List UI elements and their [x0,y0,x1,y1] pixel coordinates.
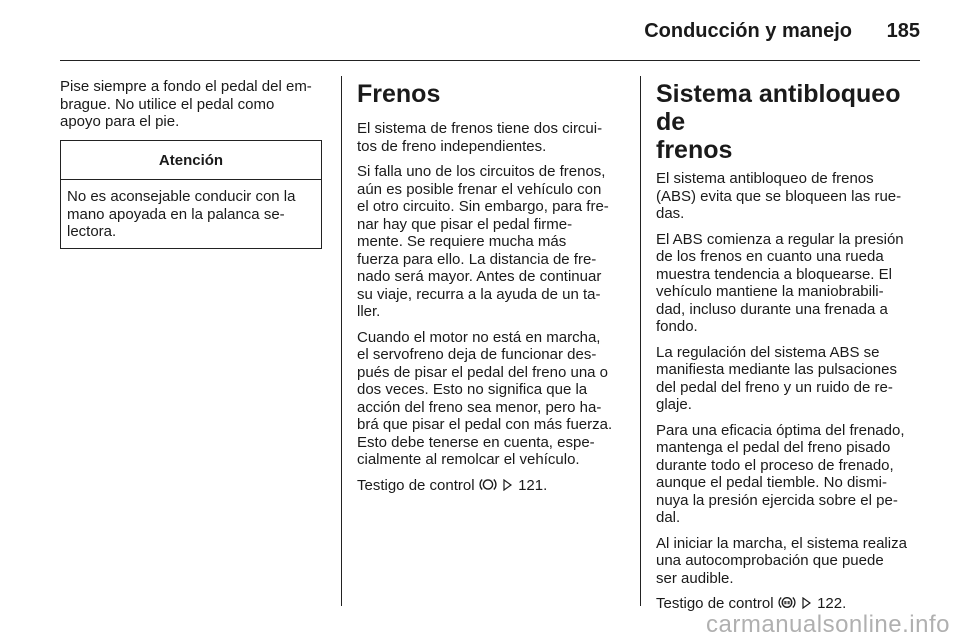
page-header [0,0,960,62]
text-line: das. [656,205,685,222]
text-line: una autocomprobación que puede [656,552,884,569]
text-line: dal. [656,509,681,526]
text-line: Si falla uno de los circuitos de frenos, [357,163,606,180]
page-reference[interactable]: 121. [518,476,548,494]
text-line: brá que pisar el pedal con más fuerza. [357,416,613,433]
column-3 [656,78,922,623]
text-line: El sistema de frenos tiene dos circui- [357,120,603,137]
brake-warning-icon [479,477,497,497]
control-label: Testigo de control [357,476,475,494]
text-line: brague. No utilice el pedal como [60,95,275,113]
text-line: su viaje, recurra a la ayuda de un ta- [357,285,601,303]
paragraph [656,344,922,414]
paragraph [656,170,922,223]
paragraph [357,329,623,469]
text-line: nuya la presión ejercida sobre el pe- [656,491,898,509]
text-line: dad, incluso durante una frenada a [656,300,888,318]
text-line: Cuando el motor no está en marcha, [357,328,601,346]
column-divider-2 [640,76,641,606]
text-line: nado será mayor. Antes de continuar [357,268,602,285]
text-line: el servofreno deja de funcionar des- [357,346,597,363]
text-line: apoyo para el pie. [60,113,180,130]
text-line: durante todo el proceso de frenado, [656,456,894,474]
text-line: No es aconsejable conducir con la [67,188,296,205]
column-2 [357,78,623,504]
text-line: manifiesta mediante las pulsaciones [656,361,897,378]
watermark: carmanualsonline.info [706,611,950,638]
page-number: 185 [886,20,920,42]
text-line: mente. Se requiere mucha más [357,233,567,250]
text-line: ller. [357,303,381,320]
text-line: aunque el pedal tiemble. No dismi- [656,474,887,491]
text-line: mano apoyada en la palanca se- [67,205,285,223]
title-line: frenos [656,136,733,164]
attention-box [60,140,322,249]
attention-body [61,180,321,248]
page-reference-arrow-icon [503,478,512,496]
text-line: de los frenos en cuanto una rueda [656,248,884,265]
section-title-frenos: Frenos [357,80,441,108]
text-line: pués de pisar el pedal del freno una o [357,363,609,381]
text-line: del pedal del freno y un ruido de re- [656,378,893,396]
column-1 [60,78,322,249]
text-line: vehículo mantiene la maniobrabili- [656,283,884,300]
text-line: lectora. [67,223,117,240]
section-title-abs [656,80,922,164]
header-title: Conducción y manejo [644,20,852,42]
text-line: el otro circuito. Sin embargo, para fre- [357,198,609,215]
text-line: Esto debe tenerse en cuenta, espe- [357,433,595,451]
text-line: Pise siempre a fondo el pedal del em- [60,78,312,95]
column-divider-1 [341,76,342,606]
text-line: fondo. [656,318,698,335]
header-rule [60,60,920,61]
text-line: aún es posible frenar el vehículo con [357,180,602,198]
intro-paragraph [60,78,322,131]
attention-title: Atención [61,141,321,181]
text-line: cialmente al remolcar el vehículo. [357,451,580,468]
text-line: La regulación del sistema ABS se [656,343,880,361]
text-line: acción del freno sea menor, pero ha- [357,398,602,416]
paragraph [357,163,623,321]
control-reference [357,477,623,497]
text-line: tos de freno independientes. [357,137,547,155]
text-line: fuerza para ello. La distancia de fre- [357,250,597,268]
text-line: muestra tendencia a bloquearse. El [656,265,892,283]
paragraph [357,120,623,155]
page-reference[interactable]: 122. [817,595,847,612]
text-line: (ABS) evita que se bloqueen las rue- [656,187,902,205]
text-line: glaje. [656,396,692,413]
text-line: Para una eficacia óptima del frenado, [656,421,905,439]
paragraph [656,231,922,336]
text-line: dos veces. Esto no significa que la [357,381,588,398]
title-line: Sistema antibloqueo de [656,80,901,136]
text-line: El ABS comienza a regular la presión [656,230,904,248]
text-line: ser audible. [656,569,734,587]
text-line: Al iniciar la marcha, el sistema realiza [656,534,907,552]
text-line: El sistema antibloqueo de frenos [656,170,874,187]
control-label: Testigo de control [656,595,774,612]
text-line: nar hay que pisar el pedal firme- [357,215,573,233]
paragraph [656,422,922,527]
paragraph [656,535,922,588]
text-line: mantenga el pedal del freno pisado [656,439,891,456]
